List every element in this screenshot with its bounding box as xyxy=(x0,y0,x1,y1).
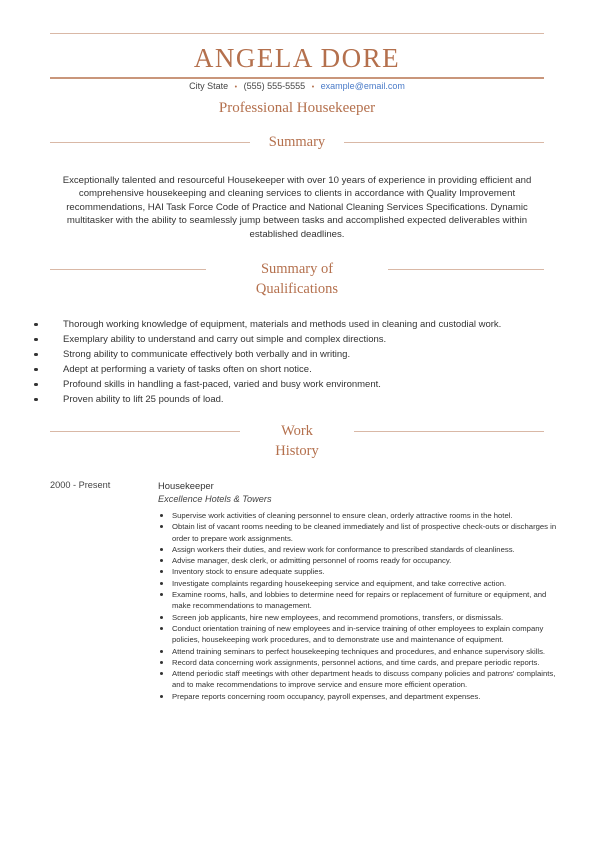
qualifications-heading xyxy=(0,259,594,299)
job-duties-list xyxy=(158,510,558,702)
summary-heading: Summary xyxy=(268,134,326,150)
job-duty-item: Investigate complaints regarding housekeeping service and equipment, and take corrective action. xyxy=(158,578,558,589)
qualification-item: Profound skills in handling a fast-paced, varied and busy work environment. xyxy=(34,377,554,392)
job-title: Housekeeper xyxy=(158,480,214,491)
work-history-heading-line1: Work xyxy=(281,423,313,439)
qualifications-rule-right xyxy=(388,269,544,270)
work-history-heading-line2: History xyxy=(275,443,319,459)
qualifications-heading-line2: Qualifications xyxy=(255,281,339,297)
job-date-range: 2000 - Present xyxy=(50,480,111,490)
summary-rule-right xyxy=(344,142,544,143)
job-duty-item: Record data concerning work assignments, personnel actions, and time cards, and prepare periodic reports. xyxy=(158,657,558,668)
qualification-item: Thorough working knowledge of equipment, materials and methods used in cleaning and custodial work. xyxy=(34,317,554,332)
contact-separator: • xyxy=(234,84,238,91)
name-underline xyxy=(50,77,544,79)
job-duty-item: Inventory stock to ensure adequate supplies. xyxy=(158,566,558,577)
job-duty-item: Prepare reports concerning room occupancy, payroll expenses, and department expenses. xyxy=(158,691,558,702)
contact-email-link[interactable]: example@email.com xyxy=(320,81,405,91)
contact-line xyxy=(0,81,594,91)
qualifications-heading-line1: Summary of xyxy=(260,261,334,277)
job-duty-item: Assign workers their duties, and review work for conformance to prescribed standards of cleanliness. xyxy=(158,544,558,555)
professional-title: Professional Housekeeper xyxy=(218,100,376,116)
qualification-item: Strong ability to communicate effectively both verbally and in writing. xyxy=(34,347,554,362)
job-company: Excellence Hotels & Towers xyxy=(158,494,272,504)
contact-location: City State xyxy=(189,81,229,91)
job-duty-item: Obtain list of vacant rooms needing to be cleaned immediately and list of prospective check-outs or discharges in order to prepare work assignments. xyxy=(158,521,558,544)
qualification-item: Proven ability to lift 25 pounds of load. xyxy=(34,392,554,407)
job-duty-item: Screen job applicants, hire new employees, and recommend promotions, transfers, or dismissals. xyxy=(158,612,558,623)
contact-phone: (555) 555-5555 xyxy=(243,81,306,91)
job-duty-item: Examine rooms, halls, and lobbies to determine need for repairs or replacement of furniture or equipment, and make recommendations to management. xyxy=(158,589,558,612)
qualification-item: Exemplary ability to understand and carry out simple and complex directions. xyxy=(34,332,554,347)
summary-paragraph: Exceptionally talented and resourceful Housekeeper with over 10 years of experience in providing efficient and comprehensive housekeeping and cleaning services to clients in accordance with Quality Improvement recommendations, HAI Task Force Code of Practice and National Cleaning Services Specifications. Dynamic multitasker with the ability to seamlessly jump between tasks and accomplished expected deliverables within established deadlines. xyxy=(62,175,532,240)
job-duty-item: Conduct orientation training of new employees and in-service training of other employees to explain company policies, housekeeping work procedures, and to demonstrate use and maintenance of equipment. xyxy=(158,623,558,646)
contact-separator: • xyxy=(311,84,315,91)
job-duty-item: Attend training seminars to perfect housekeeping techniques and procedures, and enhance supervisory skills. xyxy=(158,646,558,657)
candidate-name: ANGELA DORE xyxy=(193,43,401,73)
job-duty-item: Advise manager, desk clerk, or admitting personnel of rooms ready for occupancy. xyxy=(158,555,558,566)
qualifications-list xyxy=(34,317,554,408)
work-history-rule-right xyxy=(354,431,544,432)
job-duty-item: Supervise work activities of cleaning personnel to ensure clean, orderly attractive rooms in the hotel. xyxy=(158,510,558,521)
qualification-item: Adept at performing a variety of tasks often on short notice. xyxy=(34,362,554,377)
job-duty-item: Attend periodic staff meetings with other department heads to discuss company policies and patrons' complaints, and to make recommendations to improve service and ensure more efficient operation. xyxy=(158,668,558,691)
top-rule xyxy=(50,33,544,34)
work-history-heading xyxy=(0,421,594,461)
